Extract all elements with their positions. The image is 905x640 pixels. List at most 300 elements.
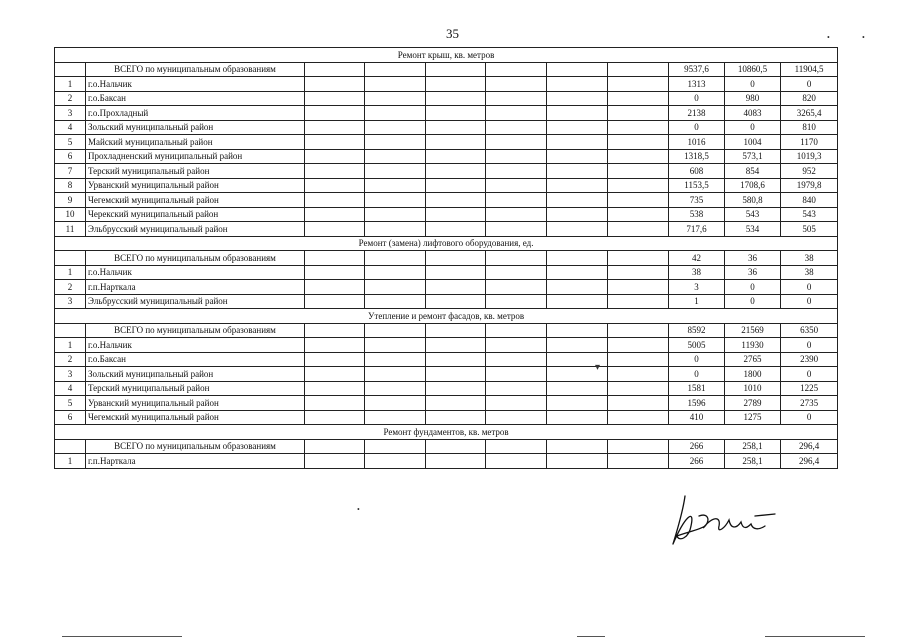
value-cell: 1275: [725, 410, 781, 425]
value-cell: 0: [781, 77, 838, 92]
table-row: [55, 454, 838, 469]
value-cell: 2765: [725, 352, 781, 367]
empty-cell: [365, 338, 426, 353]
empty-cell: [486, 352, 547, 367]
value-cell: 0: [725, 280, 781, 295]
row-number: 3: [55, 294, 86, 309]
value-cell: 505: [781, 222, 838, 237]
empty-cell: [365, 454, 426, 469]
value-cell: 840: [781, 193, 838, 208]
row-number-cell: [55, 62, 86, 77]
empty-cell: [365, 91, 426, 106]
empty-cell: [365, 164, 426, 179]
empty-cell: [365, 106, 426, 121]
total-row: [55, 323, 838, 338]
empty-cell: [547, 77, 608, 92]
scan-edge-line: [577, 636, 605, 637]
value-cell: 11930: [725, 338, 781, 353]
value-cell: 1708,6: [725, 178, 781, 193]
value-cell: 0: [669, 120, 725, 135]
total-value: 266: [669, 439, 725, 454]
value-cell: 1016: [669, 135, 725, 150]
empty-cell: [608, 77, 669, 92]
empty-cell: [305, 396, 365, 411]
table-row: [55, 396, 838, 411]
total-label: ВСЕГО по муниципальным образованиям: [86, 439, 305, 454]
table-row: [55, 164, 838, 179]
municipality-name: Эльбрусский муниципальный район: [86, 294, 305, 309]
empty-cell: [305, 120, 365, 135]
empty-cell: [305, 62, 365, 77]
empty-cell: [608, 294, 669, 309]
empty-cell: [365, 396, 426, 411]
value-cell: 0: [725, 77, 781, 92]
empty-cell: [365, 135, 426, 150]
row-number: 1: [55, 454, 86, 469]
table-row: [55, 77, 838, 92]
empty-cell: [426, 251, 486, 266]
table-row: [55, 193, 838, 208]
empty-cell: [608, 193, 669, 208]
value-cell: 1153,5: [669, 178, 725, 193]
total-label: ВСЕГО по муниципальным образованиям: [86, 251, 305, 266]
section-header-row: [55, 48, 838, 63]
total-value: 42: [669, 251, 725, 266]
empty-cell: [305, 222, 365, 237]
value-cell: 1313: [669, 77, 725, 92]
row-number: 4: [55, 120, 86, 135]
value-cell: 0: [725, 120, 781, 135]
total-value: 10860,5: [725, 62, 781, 77]
empty-cell: [486, 193, 547, 208]
municipality-name: Терский муниципальный район: [86, 164, 305, 179]
total-value: 36: [725, 251, 781, 266]
empty-cell: [547, 207, 608, 222]
empty-cell: [426, 454, 486, 469]
empty-cell: [305, 294, 365, 309]
empty-cell: [426, 367, 486, 382]
empty-cell: [365, 265, 426, 280]
row-number-cell: [55, 439, 86, 454]
municipality-name: г.о.Баксан: [86, 352, 305, 367]
empty-cell: [547, 294, 608, 309]
page-number: 35: [446, 26, 459, 41]
section-header-row: [55, 236, 838, 251]
total-value: 38: [781, 251, 838, 266]
value-cell: 608: [669, 164, 725, 179]
empty-cell: [608, 396, 669, 411]
value-cell: 2138: [669, 106, 725, 121]
empty-cell: [608, 280, 669, 295]
scan-mark: •: [827, 33, 830, 42]
section-header-row: [55, 309, 838, 324]
empty-cell: [486, 381, 547, 396]
municipality-name: г.п.Нарткала: [86, 280, 305, 295]
empty-cell: [547, 149, 608, 164]
municipality-name: Эльбрусский муниципальный район: [86, 222, 305, 237]
empty-cell: [486, 149, 547, 164]
value-cell: 810: [781, 120, 838, 135]
empty-cell: [547, 251, 608, 266]
row-number-cell: [55, 323, 86, 338]
empty-cell: [486, 367, 547, 382]
municipality-name: Чегемский муниципальный район: [86, 193, 305, 208]
value-cell: 296,4: [781, 454, 838, 469]
empty-cell: [547, 91, 608, 106]
empty-cell: [608, 164, 669, 179]
row-number: 7: [55, 164, 86, 179]
empty-cell: [608, 439, 669, 454]
empty-cell: [608, 149, 669, 164]
empty-cell: [608, 120, 669, 135]
value-cell: 1010: [725, 381, 781, 396]
empty-cell: [426, 135, 486, 150]
row-number: 1: [55, 265, 86, 280]
empty-cell: [305, 178, 365, 193]
municipality-name: Чегемский муниципальный район: [86, 410, 305, 425]
empty-cell: [365, 222, 426, 237]
empty-cell: [608, 135, 669, 150]
value-cell: 573,1: [725, 149, 781, 164]
empty-cell: [547, 265, 608, 280]
empty-cell: [305, 323, 365, 338]
empty-cell: [305, 352, 365, 367]
empty-cell: [547, 222, 608, 237]
empty-cell: [608, 410, 669, 425]
municipality-name: Зольский муниципальный район: [86, 367, 305, 382]
table-row: [55, 222, 838, 237]
value-cell: 410: [669, 410, 725, 425]
empty-cell: [365, 280, 426, 295]
empty-cell: [608, 454, 669, 469]
empty-cell: [426, 323, 486, 338]
value-cell: 717,6: [669, 222, 725, 237]
empty-cell: [305, 410, 365, 425]
empty-cell: [426, 294, 486, 309]
empty-cell: [365, 439, 426, 454]
value-cell: 1019,3: [781, 149, 838, 164]
empty-cell: [365, 193, 426, 208]
empty-cell: [426, 207, 486, 222]
section-header-row: [55, 425, 838, 440]
municipality-name: Терский муниципальный район: [86, 381, 305, 396]
empty-cell: [365, 77, 426, 92]
value-cell: 1225: [781, 381, 838, 396]
empty-cell: [486, 77, 547, 92]
empty-cell: [486, 106, 547, 121]
empty-cell: [486, 91, 547, 106]
value-cell: 2390: [781, 352, 838, 367]
table-row: [55, 149, 838, 164]
table-row: [55, 381, 838, 396]
municipality-name: Урванский муниципальный район: [86, 178, 305, 193]
empty-cell: [426, 396, 486, 411]
empty-cell: [305, 106, 365, 121]
section-title: Утепление и ремонт фасадов, кв. метров: [55, 309, 838, 324]
empty-cell: [486, 265, 547, 280]
row-number: 1: [55, 77, 86, 92]
total-row: [55, 251, 838, 266]
empty-cell: [305, 207, 365, 222]
value-cell: 0: [781, 294, 838, 309]
empty-cell: [305, 280, 365, 295]
scan-edge-line: [62, 636, 182, 637]
value-cell: 5005: [669, 338, 725, 353]
value-cell: 735: [669, 193, 725, 208]
empty-cell: [426, 149, 486, 164]
empty-cell: [305, 265, 365, 280]
empty-cell: [305, 149, 365, 164]
table-row: [55, 265, 838, 280]
total-value: 8592: [669, 323, 725, 338]
value-cell: 1581: [669, 381, 725, 396]
row-number: 10: [55, 207, 86, 222]
empty-cell: [365, 352, 426, 367]
empty-cell: [305, 367, 365, 382]
empty-cell: [608, 222, 669, 237]
value-cell: 38: [781, 265, 838, 280]
total-row: [55, 62, 838, 77]
empty-cell: [547, 439, 608, 454]
row-number: 5: [55, 135, 86, 150]
empty-cell: [486, 439, 547, 454]
empty-cell: [486, 323, 547, 338]
row-number: 2: [55, 280, 86, 295]
empty-cell: [486, 120, 547, 135]
municipality-name: Черекский муниципальный район: [86, 207, 305, 222]
total-value: 258,1: [725, 439, 781, 454]
total-row: [55, 439, 838, 454]
municipality-name: Майский муниципальный район: [86, 135, 305, 150]
empty-cell: [486, 410, 547, 425]
value-cell: 0: [725, 294, 781, 309]
empty-cell: [486, 251, 547, 266]
empty-cell: [305, 439, 365, 454]
value-cell: 2789: [725, 396, 781, 411]
empty-cell: [486, 294, 547, 309]
empty-cell: [547, 193, 608, 208]
empty-cell: [365, 251, 426, 266]
empty-cell: [365, 323, 426, 338]
table-row: [55, 338, 838, 353]
empty-cell: [426, 193, 486, 208]
value-cell: 1979,8: [781, 178, 838, 193]
empty-cell: [426, 120, 486, 135]
empty-cell: [486, 62, 547, 77]
value-cell: 1170: [781, 135, 838, 150]
empty-cell: [547, 135, 608, 150]
empty-cell: [365, 410, 426, 425]
table-row: [55, 280, 838, 295]
row-number: 3: [55, 106, 86, 121]
table-row: [55, 410, 838, 425]
table-row: [55, 294, 838, 309]
empty-cell: [486, 164, 547, 179]
value-cell: 0: [669, 367, 725, 382]
municipality-name: г.о.Нальчик: [86, 77, 305, 92]
empty-cell: [486, 280, 547, 295]
value-cell: 1800: [725, 367, 781, 382]
empty-cell: [608, 323, 669, 338]
section-title: Ремонт фундаментов, кв. метров: [55, 425, 838, 440]
row-number: 9: [55, 193, 86, 208]
empty-cell: [305, 338, 365, 353]
municipality-name: Урванский муниципальный район: [86, 396, 305, 411]
empty-cell: [608, 62, 669, 77]
empty-cell: [426, 381, 486, 396]
municipality-name: г.о.Нальчик: [86, 338, 305, 353]
value-cell: 258,1: [725, 454, 781, 469]
table-row: [55, 207, 838, 222]
scan-mark: •: [862, 33, 865, 42]
empty-cell: [365, 178, 426, 193]
signature: [665, 486, 795, 556]
empty-cell: [547, 410, 608, 425]
value-cell: 36: [725, 265, 781, 280]
empty-cell: [608, 338, 669, 353]
value-cell: 820: [781, 91, 838, 106]
table-row: [55, 91, 838, 106]
empty-cell: [486, 454, 547, 469]
empty-cell: [547, 338, 608, 353]
municipality-name: Прохладненский муниципальный район: [86, 149, 305, 164]
table-row: [55, 178, 838, 193]
empty-cell: [426, 91, 486, 106]
municipality-name: г.п.Нарткала: [86, 454, 305, 469]
empty-cell: [426, 77, 486, 92]
scan-mark: •: [357, 505, 360, 514]
table-row: [55, 135, 838, 150]
value-cell: 0: [781, 280, 838, 295]
empty-cell: [426, 222, 486, 237]
section-title: Ремонт крыш, кв. метров: [55, 48, 838, 63]
empty-cell: [365, 367, 426, 382]
row-number: 6: [55, 149, 86, 164]
value-cell: 1: [669, 294, 725, 309]
empty-cell: [608, 251, 669, 266]
empty-cell: [547, 323, 608, 338]
empty-cell: [305, 135, 365, 150]
empty-cell: [547, 106, 608, 121]
empty-cell: [608, 265, 669, 280]
row-number: 8: [55, 178, 86, 193]
empty-cell: [305, 454, 365, 469]
empty-cell: [547, 120, 608, 135]
empty-cell: [305, 77, 365, 92]
empty-cell: [608, 381, 669, 396]
section-title: Ремонт (замена) лифтового оборудования, ед.: [55, 236, 838, 251]
empty-cell: [608, 352, 669, 367]
value-cell: 0: [781, 367, 838, 382]
empty-cell: [486, 222, 547, 237]
empty-cell: [426, 439, 486, 454]
value-cell: 1318,5: [669, 149, 725, 164]
empty-cell: [426, 410, 486, 425]
empty-cell: [608, 178, 669, 193]
value-cell: 0: [781, 410, 838, 425]
empty-cell: [365, 62, 426, 77]
empty-cell: [426, 62, 486, 77]
empty-cell: [547, 62, 608, 77]
value-cell: 0: [781, 338, 838, 353]
total-label: ВСЕГО по муниципальным образованиям: [86, 323, 305, 338]
value-cell: 3: [669, 280, 725, 295]
value-cell: 3265,4: [781, 106, 838, 121]
value-cell: 0: [669, 352, 725, 367]
empty-cell: [547, 454, 608, 469]
value-cell: 534: [725, 222, 781, 237]
row-number: 6: [55, 410, 86, 425]
empty-cell: [486, 396, 547, 411]
empty-cell: [486, 338, 547, 353]
value-cell: 0: [669, 91, 725, 106]
empty-cell: [305, 91, 365, 106]
total-value: 6350: [781, 323, 838, 338]
empty-cell: [547, 164, 608, 179]
value-cell: 1596: [669, 396, 725, 411]
empty-cell: [426, 280, 486, 295]
value-cell: 38: [669, 265, 725, 280]
row-number: 3: [55, 367, 86, 382]
row-number: 1: [55, 338, 86, 353]
municipality-name: г.о.Нальчик: [86, 265, 305, 280]
row-number: 2: [55, 352, 86, 367]
row-number-cell: [55, 251, 86, 266]
total-value: 296,4: [781, 439, 838, 454]
value-cell: 266: [669, 454, 725, 469]
total-value: 9537,6: [669, 62, 725, 77]
total-value: 21569: [725, 323, 781, 338]
empty-cell: [305, 251, 365, 266]
empty-cell: [547, 280, 608, 295]
empty-cell: [426, 352, 486, 367]
value-cell: 952: [781, 164, 838, 179]
empty-cell: [486, 207, 547, 222]
empty-cell: [426, 106, 486, 121]
table-row: [55, 352, 838, 367]
empty-cell: [305, 164, 365, 179]
value-cell: 2735: [781, 396, 838, 411]
empty-cell: [486, 135, 547, 150]
empty-cell: [365, 207, 426, 222]
scan-edge-line: [765, 636, 865, 637]
municipality-name: г.о.Прохладный: [86, 106, 305, 121]
empty-cell: [426, 178, 486, 193]
municipality-name: г.о.Баксан: [86, 91, 305, 106]
value-cell: 543: [725, 207, 781, 222]
empty-cell: [305, 193, 365, 208]
table-row: [55, 120, 838, 135]
value-cell: 4083: [725, 106, 781, 121]
table-row: [55, 106, 838, 121]
value-cell: 980: [725, 91, 781, 106]
table-row: [55, 367, 838, 382]
row-number: 2: [55, 91, 86, 106]
empty-cell: [426, 338, 486, 353]
empty-cell: [426, 265, 486, 280]
empty-cell: [305, 381, 365, 396]
empty-cell: [365, 120, 426, 135]
empty-cell: [608, 106, 669, 121]
empty-cell: [608, 91, 669, 106]
empty-cell: [547, 396, 608, 411]
value-cell: 1004: [725, 135, 781, 150]
empty-cell: [365, 149, 426, 164]
empty-cell: [365, 294, 426, 309]
value-cell: 538: [669, 207, 725, 222]
empty-cell: [608, 367, 669, 382]
empty-cell: [547, 178, 608, 193]
